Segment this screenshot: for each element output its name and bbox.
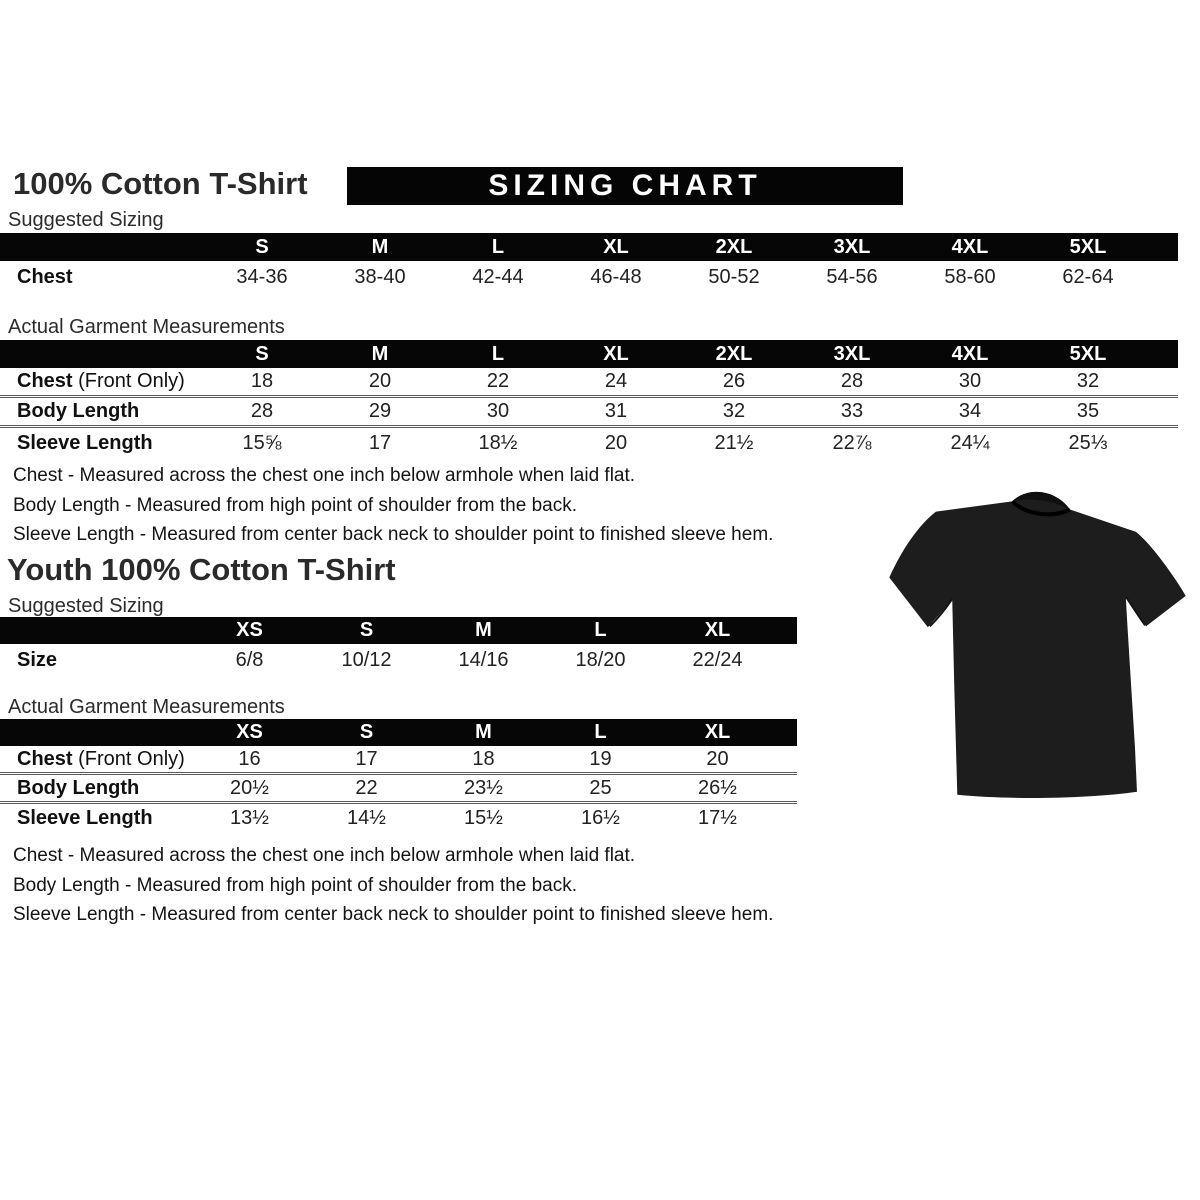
table-cell: 54-56 — [826, 265, 878, 288]
adult-actual-measurements-label: Actual Garment Measurements — [8, 316, 285, 338]
tshirt-image — [885, 473, 1190, 808]
column-header: XS — [236, 619, 263, 641]
adult-suggested-sizing-table — [0, 233, 1178, 293]
table-row — [0, 428, 1178, 458]
table-header-row — [0, 233, 1178, 261]
adult-actual-measurements-table — [0, 340, 1178, 458]
table-cell: 21½ — [714, 431, 754, 454]
sizing-chart-banner-text: SIZING CHART — [488, 169, 762, 202]
column-header: XL — [603, 342, 629, 365]
table-cell: 34 — [958, 400, 982, 422]
column-header: L — [594, 619, 607, 641]
row-label-text: Body Length — [17, 776, 140, 799]
column-header: M — [371, 342, 389, 365]
row-label-text: Chest — [17, 747, 73, 770]
column-header: 5XL — [1069, 235, 1107, 258]
column-header: M — [475, 619, 492, 641]
table-cell: 28 — [250, 400, 274, 422]
table-cell: 18 — [472, 747, 495, 770]
table-cell: 30 — [958, 370, 982, 392]
table-cell: 20½ — [230, 776, 269, 799]
table-cell: 26 — [722, 370, 746, 392]
youth-section-title: Youth 100% Cotton T-Shirt — [7, 552, 396, 587]
column-header: XL — [704, 721, 731, 743]
table-cell: 26½ — [698, 776, 737, 799]
row-label-text: Chest — [17, 265, 73, 288]
adult-suggested-sizing-label: Suggested Sizing — [8, 209, 164, 231]
youth-actual-measurements-label: Actual Garment Measurements — [8, 696, 285, 718]
row-label-text: Size — [17, 648, 58, 671]
table-cell: 24 — [604, 370, 628, 392]
table-cell: 14/16 — [458, 648, 509, 671]
column-header: M — [475, 721, 492, 743]
column-header: XL — [603, 235, 629, 258]
table-cell: 22 — [355, 776, 378, 799]
row-label — [0, 400, 203, 423]
table-row — [0, 261, 1178, 293]
note-line: Chest - Measured across the chest one inch below armhole when laid flat. — [13, 465, 636, 486]
table-cell: 32 — [722, 400, 746, 422]
row-label — [0, 266, 203, 289]
table-header-row — [0, 340, 1178, 368]
table-cell: 17½ — [698, 807, 737, 829]
table-cell: 58-60 — [944, 265, 996, 288]
table-cell: 24¼ — [950, 431, 990, 454]
table-cell: 17 — [355, 747, 378, 770]
table-cell: 22 — [486, 370, 510, 392]
table-cell: 6/8 — [235, 648, 264, 671]
row-label — [0, 649, 191, 672]
adult-section-title: 100% Cotton T-Shirt — [13, 166, 308, 201]
table-row — [0, 368, 1178, 398]
table-header-row — [0, 719, 797, 746]
table-header-row — [0, 617, 797, 644]
row-label — [0, 777, 191, 800]
row-label — [0, 748, 191, 771]
table-cell: 13½ — [230, 807, 269, 829]
note-line: Body Length - Measured from high point of shoulder from the back. — [13, 874, 577, 896]
table-row — [0, 775, 797, 804]
table-cell: 20 — [368, 370, 392, 392]
column-header: L — [594, 721, 607, 743]
table-cell: 14½ — [347, 807, 386, 829]
youth-suggested-sizing-label: Suggested Sizing — [8, 595, 164, 617]
column-header: 5XL — [1069, 342, 1107, 365]
table-cell: 33 — [840, 400, 864, 422]
sizing-chart-banner — [347, 167, 903, 205]
table-cell: 30 — [486, 400, 510, 422]
column-header: 4XL — [951, 235, 989, 258]
column-header: L — [491, 342, 505, 365]
row-label-suffix: (Front Only) — [72, 747, 185, 770]
column-header: S — [359, 721, 374, 743]
table-cell: 42-44 — [472, 265, 524, 288]
column-header: 3XL — [833, 342, 871, 365]
table-cell: 10/12 — [341, 648, 392, 671]
table-cell: 23½ — [464, 776, 503, 799]
table-cell: 34-36 — [236, 265, 288, 288]
table-cell: 18½ — [478, 431, 518, 454]
table-cell: 16½ — [581, 807, 620, 829]
table-cell: 25⅓ — [1068, 431, 1108, 454]
note-line: Sleeve Length - Measured from center back neck to shoulder point to finished sleeve hem. — [13, 904, 774, 925]
table-cell: 18 — [250, 370, 274, 392]
table-cell: 25 — [589, 776, 612, 799]
table-cell: 22/24 — [692, 648, 743, 671]
table-cell: 38-40 — [354, 265, 406, 288]
table-row — [0, 398, 1178, 428]
row-label-text: Sleeve Length — [17, 431, 153, 454]
table-row — [0, 644, 797, 676]
table-cell: 19 — [589, 747, 612, 770]
table-cell: 35 — [1076, 400, 1100, 422]
note-line: Chest - Measured across the chest one inch below armhole when laid flat. — [13, 845, 636, 866]
adult-measurement-notes — [13, 461, 773, 550]
row-label — [0, 432, 203, 455]
table-cell: 28 — [840, 370, 864, 392]
table-cell: 17 — [368, 431, 392, 454]
column-header: S — [255, 342, 269, 365]
column-header: 2XL — [715, 235, 753, 258]
table-cell: 29 — [368, 400, 392, 422]
row-label-text: Chest — [17, 370, 73, 392]
table-cell: 50-52 — [708, 265, 760, 288]
youth-actual-measurements-table — [0, 719, 797, 833]
youth-measurement-notes — [13, 841, 773, 930]
column-header: L — [491, 235, 505, 258]
table-row — [0, 804, 797, 833]
table-cell: 32 — [1076, 370, 1100, 392]
row-label — [0, 807, 191, 830]
row-label — [0, 370, 203, 393]
column-header: XS — [236, 721, 263, 743]
table-cell: 22⅞ — [832, 431, 872, 454]
table-row — [0, 746, 797, 775]
table-cell: 46-48 — [590, 265, 642, 288]
table-cell: 16 — [238, 747, 261, 770]
table-cell: 20 — [706, 747, 729, 770]
column-header: M — [371, 235, 389, 258]
column-header: S — [359, 619, 374, 641]
table-cell: 15⅝ — [242, 431, 282, 454]
row-label-text: Sleeve Length — [17, 807, 153, 829]
table-cell: 15½ — [464, 807, 503, 829]
column-header: XL — [704, 619, 731, 641]
note-line: Sleeve Length - Measured from center back neck to shoulder point to finished sleeve hem. — [13, 524, 774, 545]
column-header: S — [255, 235, 269, 258]
table-cell: 31 — [604, 400, 628, 422]
note-line: Body Length - Measured from high point of shoulder from the back. — [13, 494, 577, 516]
table-cell: 20 — [604, 431, 628, 454]
table-cell: 62-64 — [1062, 265, 1114, 288]
column-header: 4XL — [951, 342, 989, 365]
row-label-suffix: (Front Only) — [72, 370, 185, 392]
column-header: 3XL — [833, 235, 871, 258]
column-header: 2XL — [715, 342, 753, 365]
row-label-text: Body Length — [17, 400, 140, 422]
table-cell: 18/20 — [575, 648, 626, 671]
youth-suggested-sizing-table — [0, 617, 797, 676]
